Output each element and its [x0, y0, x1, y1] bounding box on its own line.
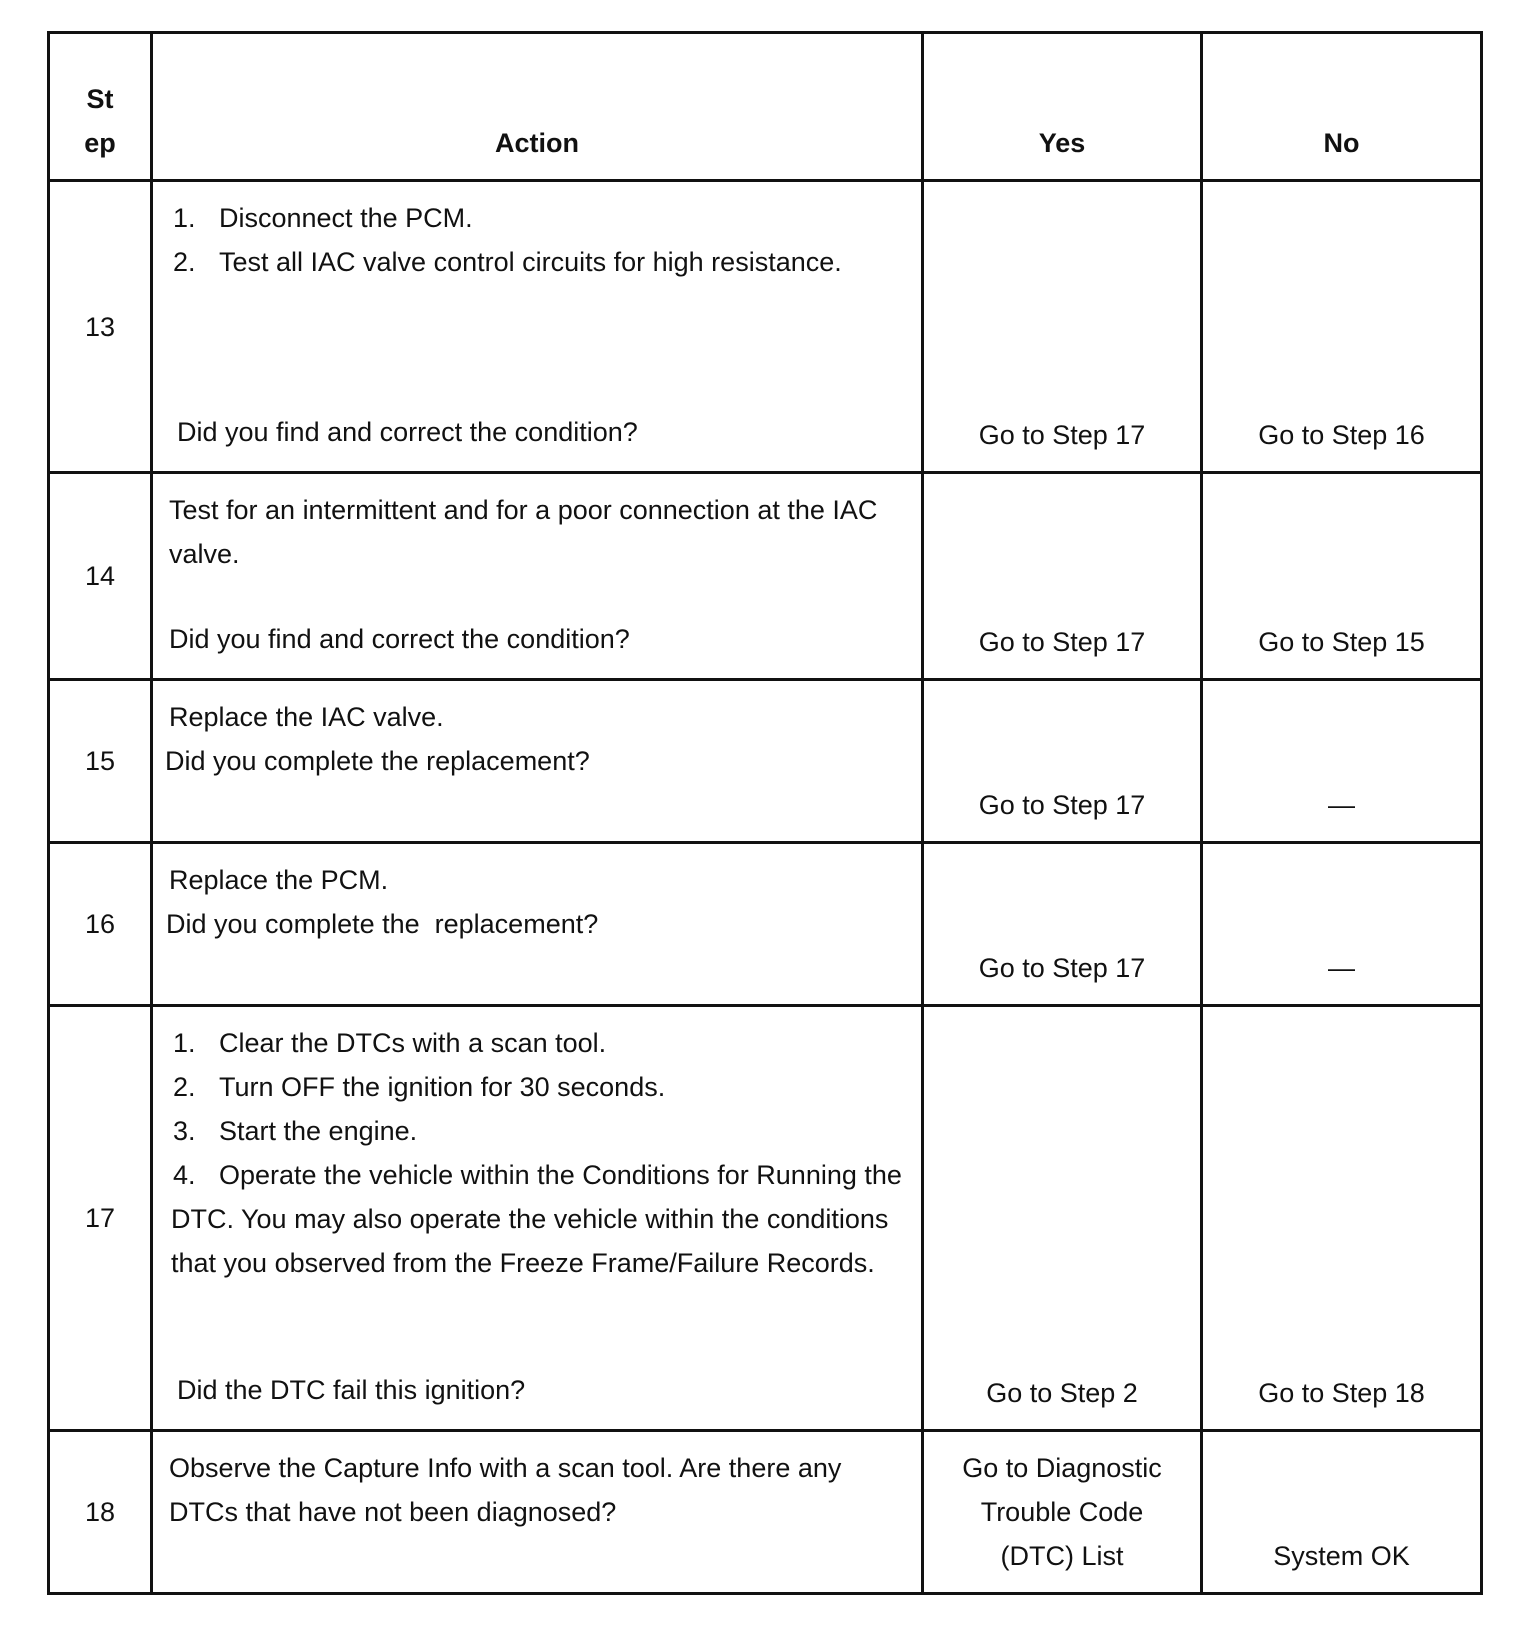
- action-question: Did you find and correct the condition?: [177, 417, 638, 447]
- action-question: Did you complete the replacement?: [165, 746, 590, 776]
- no-answer: —: [1202, 843, 1482, 1006]
- yes-answer: Go to Step 17: [923, 473, 1202, 680]
- yes-answer: Go to Step 17: [923, 843, 1202, 1006]
- list-item: 2. Test all IAC valve control circuits for high resistance.: [173, 247, 842, 277]
- table-row: [49, 680, 1482, 843]
- action-question: Did the DTC fail this ignition?: [177, 1375, 526, 1405]
- list-item-text: Clear the DTCs with a scan tool.: [219, 1028, 607, 1058]
- action-cell: [152, 843, 923, 1006]
- step-number: 14: [49, 473, 152, 680]
- header-action: Action: [152, 33, 923, 181]
- action-cell: [152, 473, 923, 680]
- yes-answer: Go to Step 2: [923, 1006, 1202, 1431]
- action-list: [169, 1021, 907, 1285]
- action-cell: [152, 1431, 923, 1594]
- diagnostic-table: [47, 31, 1483, 1595]
- step-number: 13: [49, 181, 152, 473]
- action-text: Replace the IAC valve.: [169, 702, 444, 732]
- header-no: No: [1202, 33, 1482, 181]
- list-item-text: Operate the vehicle within the Conditions for Running the DTC. You may also operate the vehicle within the conditions that you observed from the Freeze Frame/Failure Records.: [171, 1160, 902, 1278]
- list-item: 3. Start the engine.: [173, 1116, 418, 1146]
- step-number: 16: [49, 843, 152, 1006]
- header-step-label: St ep: [84, 84, 116, 158]
- list-item-text: Start the engine.: [219, 1116, 418, 1146]
- table-row: [49, 843, 1482, 1006]
- list-item: 1. Clear the DTCs with a scan tool.: [173, 1028, 607, 1058]
- no-answer: Go to Step 18: [1202, 1006, 1482, 1431]
- action-list: [169, 196, 907, 284]
- table-row: [49, 181, 1482, 473]
- action-question: Did you complete the replacement?: [166, 909, 599, 939]
- table-row: [49, 1006, 1482, 1431]
- list-item: 4. Operate the vehicle within the Conditions for Running the DTC. You may also operate the vehicle within the conditions that you observed from the Freeze Frame/Failure Records.: [171, 1160, 902, 1278]
- list-item-text: Turn OFF the ignition for 30 seconds.: [219, 1072, 666, 1102]
- yes-answer: Go to Step 17: [923, 680, 1202, 843]
- table-row: [49, 473, 1482, 680]
- action-text: Test for an intermittent and for a poor connection at the IAC valve.: [169, 495, 878, 569]
- yes-answer: Go to Diagnostic Trouble Code (DTC) List: [923, 1431, 1202, 1594]
- table-row: [49, 1431, 1482, 1594]
- yes-answer: Go to Step 17: [923, 181, 1202, 473]
- list-item: 2. Turn OFF the ignition for 30 seconds.: [173, 1072, 666, 1102]
- step-number: 15: [49, 680, 152, 843]
- step-number: 18: [49, 1431, 152, 1594]
- table-header-row: [49, 33, 1482, 181]
- action-text: Replace the PCM.: [169, 865, 389, 895]
- action-cell: [152, 181, 923, 473]
- no-answer: Go to Step 16: [1202, 181, 1482, 473]
- action-question: Did you find and correct the condition?: [169, 624, 630, 654]
- list-item: 1. Disconnect the PCM.: [173, 203, 473, 233]
- no-answer: —: [1202, 680, 1482, 843]
- action-cell: [152, 680, 923, 843]
- header-step: [49, 33, 152, 181]
- no-answer: System OK: [1202, 1431, 1482, 1594]
- action-text: Observe the Capture Info with a scan tool. Are there any DTCs that have not been diagnosed?: [169, 1453, 842, 1527]
- step-number: 17: [49, 1006, 152, 1431]
- list-item-text: Test all IAC valve control circuits for high resistance.: [219, 247, 842, 277]
- header-yes: Yes: [923, 33, 1202, 181]
- list-item-text: Disconnect the PCM.: [219, 203, 473, 233]
- no-answer: Go to Step 15: [1202, 473, 1482, 680]
- action-cell: [152, 1006, 923, 1431]
